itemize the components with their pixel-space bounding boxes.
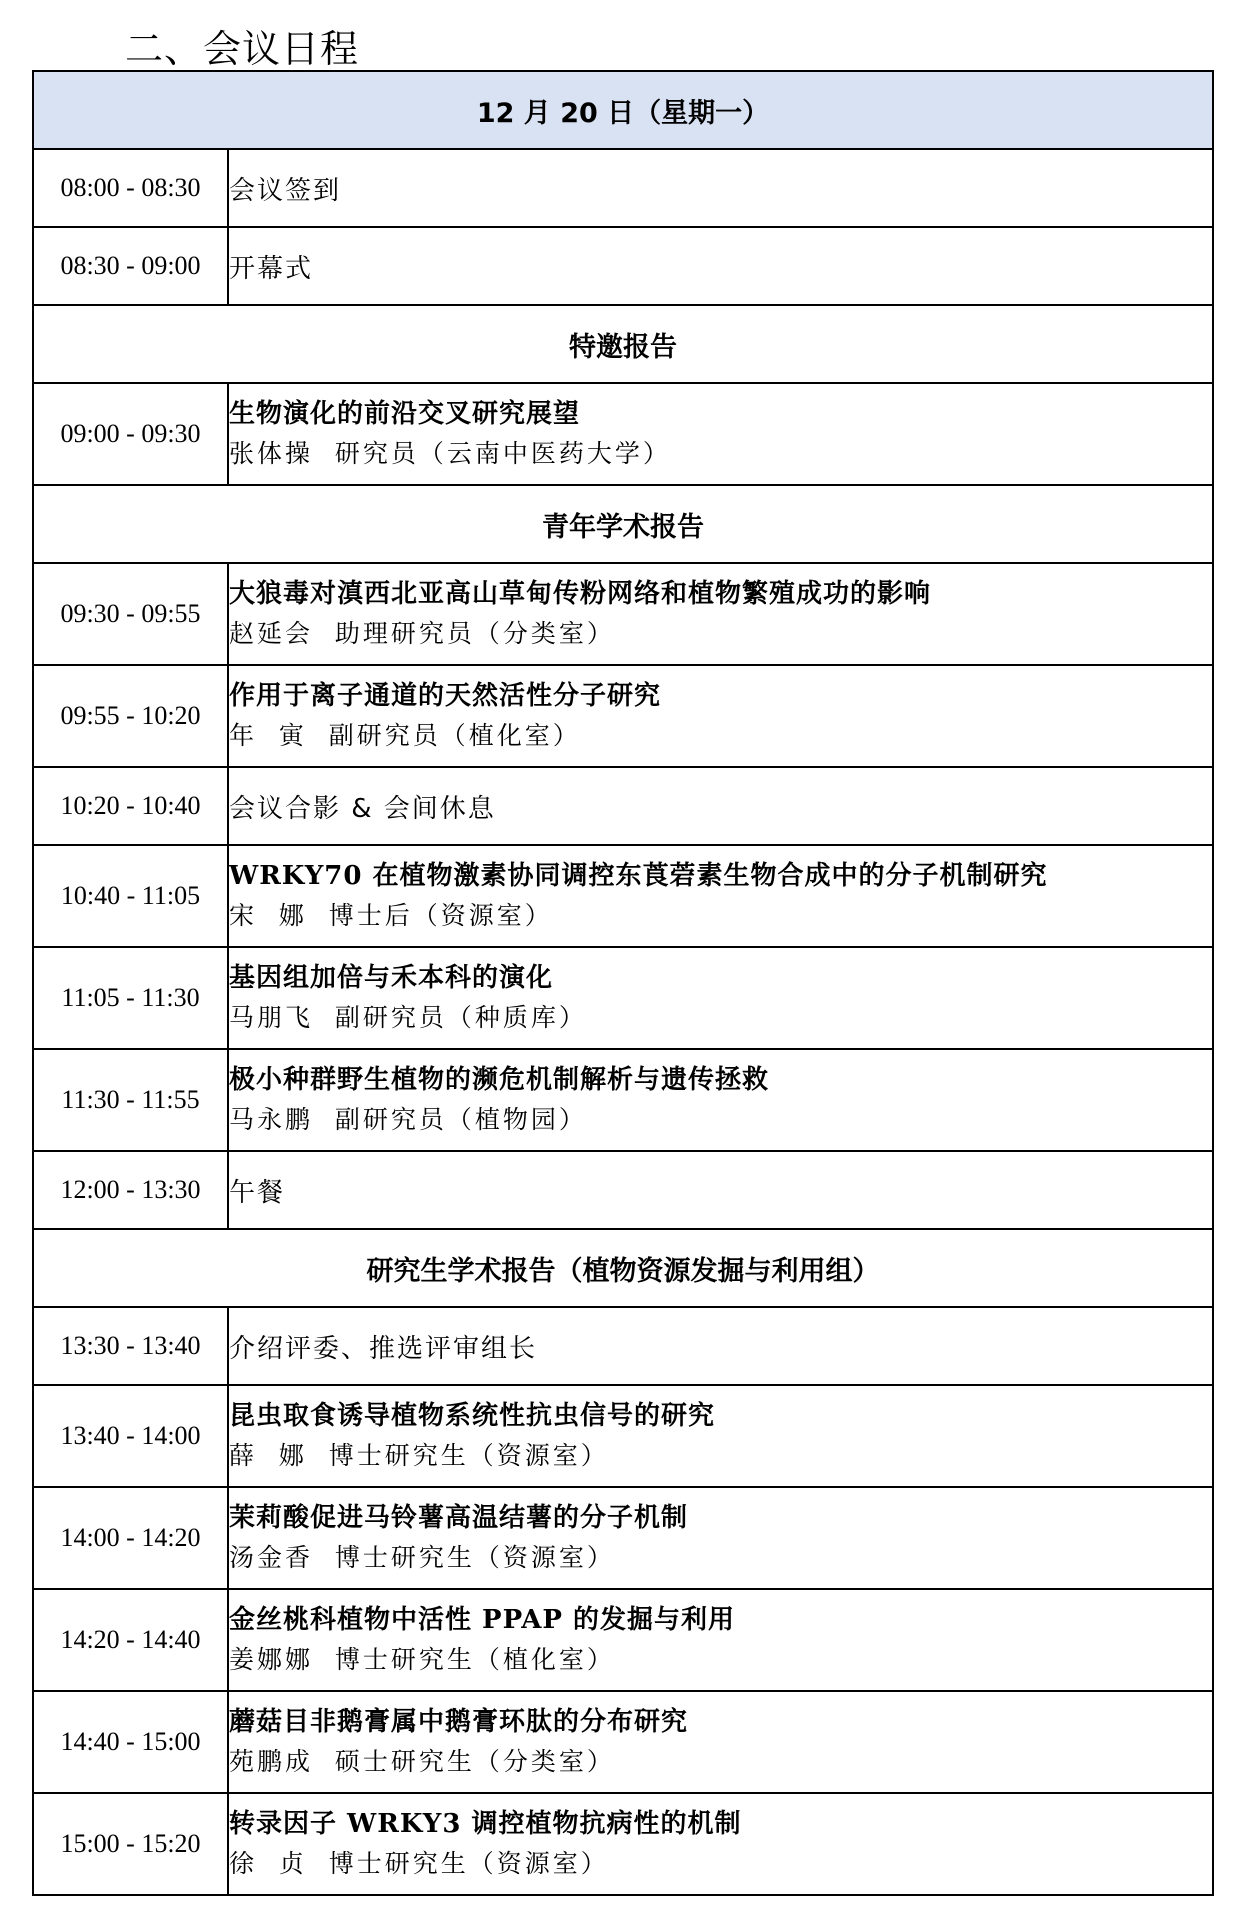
agenda-content: [228, 1589, 1213, 1691]
agenda-row: [33, 1307, 1213, 1385]
agenda-content: [228, 1793, 1213, 1895]
time-slot: 14:20 - 14:40: [33, 1589, 228, 1691]
talk-row: [33, 1049, 1213, 1151]
talk-title: 蘑菇目非鹅膏属中鹅膏环肽的分布研究: [229, 1707, 689, 1737]
agenda-content: [228, 767, 1213, 845]
time-slot: 08:00 - 08:30: [33, 149, 228, 227]
time-slot: 09:00 - 09:30: [33, 383, 228, 485]
agenda-content: [228, 563, 1213, 665]
talk-speaker: 汤金香 博士研究生（资源室）: [229, 1543, 615, 1572]
talk-title: 极小种群野生植物的濒危机制解析与遗传拯救: [229, 1065, 770, 1095]
talk-row: [33, 1691, 1213, 1793]
agenda-item-text: 介绍评委、推选评审组长: [229, 1333, 538, 1364]
time-slot: 09:55 - 10:20: [33, 665, 228, 767]
section-header-row: [33, 485, 1213, 563]
page-heading: 二、会议日程: [125, 27, 360, 71]
time-slot: 11:05 - 11:30: [33, 947, 228, 1049]
agenda-content: [228, 947, 1213, 1049]
talk-title: 转录因子 WRKY3 调控植物抗病性的机制: [229, 1809, 742, 1839]
agenda-row: [33, 1151, 1213, 1229]
talk-speaker: 姜娜娜 博士研究生（植化室）: [229, 1645, 615, 1674]
talk-speaker: 张体操 研究员（云南中医药大学）: [229, 439, 671, 468]
time-slot: 10:20 - 10:40: [33, 767, 228, 845]
time-slot: 08:30 - 09:00: [33, 227, 228, 305]
time-slot: 14:40 - 15:00: [33, 1691, 228, 1793]
agenda-item-text: 会议签到: [229, 175, 342, 206]
talk-row: [33, 845, 1213, 947]
agenda-item-text: 会议合影 & 会间休息: [229, 793, 496, 824]
talk-row: [33, 947, 1213, 1049]
talk-title: 金丝桃科植物中活性 PPAP 的发掘与利用: [229, 1605, 736, 1635]
talk-row: [33, 383, 1213, 485]
section-header-row: [33, 1229, 1213, 1307]
agenda-row: [33, 767, 1213, 845]
section-title: 特邀报告: [33, 305, 1213, 383]
schedule-table: [32, 70, 1214, 1896]
talk-row: [33, 1589, 1213, 1691]
talk-title: 茉莉酸促进马铃薯高温结薯的分子机制: [229, 1503, 689, 1533]
agenda-content: [228, 665, 1213, 767]
day-header: 12 月 20 日（星期一）: [33, 71, 1213, 149]
time-slot: 15:00 - 15:20: [33, 1793, 228, 1895]
time-slot: 09:30 - 09:55: [33, 563, 228, 665]
agenda-content: [228, 227, 1213, 305]
time-slot: 13:30 - 13:40: [33, 1307, 228, 1385]
talk-row: [33, 563, 1213, 665]
agenda-row: [33, 149, 1213, 227]
section-header-row: [33, 305, 1213, 383]
agenda-item-text: 开幕式: [229, 253, 314, 284]
agenda-content: [228, 845, 1213, 947]
section-title: 青年学术报告: [33, 485, 1213, 563]
talk-title: 作用于离子通道的天然活性分子研究: [229, 681, 662, 711]
talk-speaker: 马永鹏 副研究员（植物园）: [229, 1105, 587, 1134]
time-slot: 14:00 - 14:20: [33, 1487, 228, 1589]
talk-speaker: 薛 娜 博士研究生（资源室）: [229, 1441, 609, 1470]
talk-speaker: 苑鹏成 硕士研究生（分类室）: [229, 1747, 615, 1776]
agenda-content: [228, 1385, 1213, 1487]
agenda-content: [228, 149, 1213, 227]
time-slot: 11:30 - 11:55: [33, 1049, 228, 1151]
talk-speaker: 宋 娜 博士后（资源室）: [229, 901, 553, 930]
section-title: 研究生学术报告（植物资源发掘与利用组）: [33, 1229, 1213, 1307]
talk-title: 大狼毒对滇西北亚高山草甸传粉网络和植物繁殖成功的影响: [229, 579, 932, 609]
time-slot: 13:40 - 14:00: [33, 1385, 228, 1487]
time-slot: 10:40 - 11:05: [33, 845, 228, 947]
agenda-content: [228, 1049, 1213, 1151]
agenda-content: [228, 1307, 1213, 1385]
agenda-content: [228, 1151, 1213, 1229]
talk-title: WRKY70 在植物激素协同调控东莨菪素生物合成中的分子机制研究: [229, 861, 1048, 891]
talk-title: 基因组加倍与禾本科的演化: [229, 963, 554, 993]
agenda-content: [228, 1487, 1213, 1589]
time-slot: 12:00 - 13:30: [33, 1151, 228, 1229]
talk-title: 生物演化的前沿交叉研究展望: [229, 399, 581, 429]
talk-title: 昆虫取食诱导植物系统性抗虫信号的研究: [229, 1401, 716, 1431]
talk-speaker: 徐 贞 博士研究生（资源室）: [229, 1849, 609, 1878]
agenda-content: [228, 383, 1213, 485]
talk-row: [33, 665, 1213, 767]
agenda-row: [33, 227, 1213, 305]
agenda-item-text: 午餐: [229, 1177, 286, 1208]
talk-speaker: 赵延会 助理研究员（分类室）: [229, 619, 615, 648]
talk-speaker: 年 寅 副研究员（植化室）: [229, 721, 581, 750]
talk-row: [33, 1487, 1213, 1589]
talk-speaker: 马朋飞 副研究员（种质库）: [229, 1003, 587, 1032]
talk-row: [33, 1793, 1213, 1895]
agenda-content: [228, 1691, 1213, 1793]
day-header-row: [33, 71, 1213, 149]
talk-row: [33, 1385, 1213, 1487]
